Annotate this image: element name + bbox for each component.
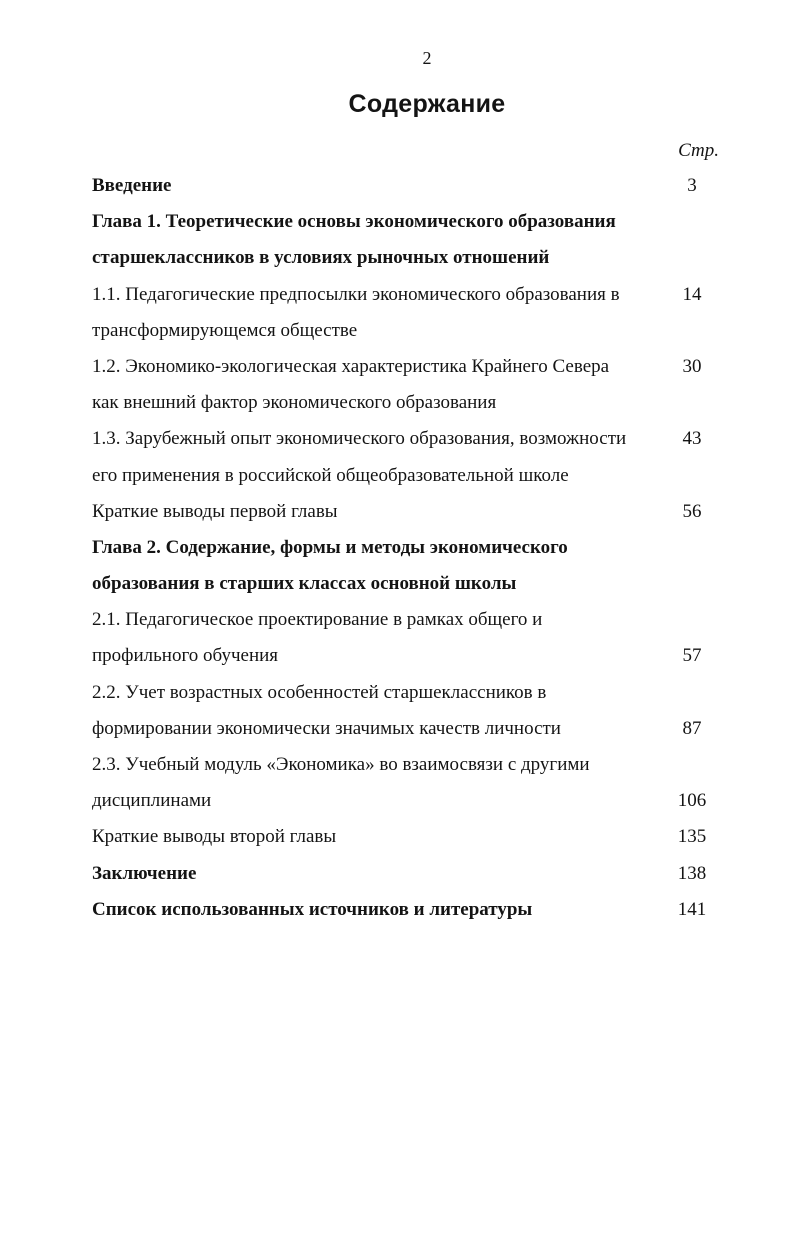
toc-entry-text: Краткие выводы первой главы xyxy=(92,500,338,522)
toc-row xyxy=(92,566,712,602)
toc-entry-text: образования в старших классах основной школы xyxy=(92,573,517,595)
toc-entry-text: Заключение xyxy=(92,862,197,884)
toc-entry-page: 3 xyxy=(687,175,697,196)
toc-row xyxy=(92,349,712,385)
toc-entry-text: Краткие выводы второй главы xyxy=(92,826,337,848)
toc-row xyxy=(92,892,712,928)
toc-entry-text: 1.2. Экономико-экологическая характеристика Крайнего Севера xyxy=(92,355,610,377)
page-title: Содержание xyxy=(348,90,506,118)
toc-row xyxy=(92,711,712,747)
toc-row xyxy=(92,494,712,530)
toc-row xyxy=(92,602,712,638)
toc-row xyxy=(92,856,712,892)
toc-entry-page: 141 xyxy=(677,898,707,920)
toc-entry-page: 30 xyxy=(682,355,702,377)
toc-entry-text: его применения в российской общеобразовательной школе xyxy=(92,464,569,486)
toc-entry-text: профильного обучения xyxy=(92,645,279,667)
toc-entry-text: 1.1. Педагогические предпосылки экономического образования в xyxy=(92,283,620,305)
toc-entry-text: Введение xyxy=(92,175,172,196)
toc-row xyxy=(92,204,712,240)
toc-entry-page: 135 xyxy=(677,826,707,848)
toc-entry-text: Глава 1. Теоретические основы экономического образования xyxy=(92,211,616,233)
toc-entry-page: 138 xyxy=(677,862,707,884)
toc-entry-text: формировании экономически значимых качеств личности xyxy=(92,717,561,739)
toc-row xyxy=(92,530,712,566)
toc-entry-page: 87 xyxy=(682,717,702,739)
toc-entry-page: 56 xyxy=(682,500,702,522)
toc-entry-text: дисциплинами xyxy=(92,790,212,812)
toc-entry-text: Глава 2. Содержание, формы и методы экономического xyxy=(92,536,568,558)
toc-row xyxy=(92,747,712,783)
toc-entry-text: 2.3. Учебный модуль «Экономика» во взаимосвязи с другими xyxy=(92,754,590,775)
toc-row xyxy=(92,313,712,349)
toc-row xyxy=(92,783,712,819)
toc-row xyxy=(92,421,712,457)
toc-row xyxy=(92,819,712,855)
toc-row xyxy=(92,675,712,711)
toc-entry-text: Список использованных источников и литературы xyxy=(92,898,533,920)
toc-row xyxy=(92,458,712,494)
toc-entry-text: 2.2. Учет возрастных особенностей старшеклассников в xyxy=(92,681,547,703)
toc-row xyxy=(92,277,712,313)
toc-entry-page: 106 xyxy=(677,790,707,812)
toc-entry-text: 2.1. Педагогическое проектирование в рамках общего и xyxy=(92,609,543,631)
toc-entry-page: 14 xyxy=(682,283,702,305)
toc-entry-page: 57 xyxy=(682,645,702,667)
toc-entry-text: как внешний фактор экономического образования xyxy=(92,392,497,414)
table-of-contents xyxy=(92,168,712,928)
toc-entry-text: трансформирующемся обществе xyxy=(92,319,358,341)
toc-row xyxy=(92,638,712,674)
toc-entry-page: 43 xyxy=(682,428,702,450)
page-column-label: Стр. xyxy=(678,140,719,161)
toc-entry-text: старшеклассников в условиях рыночных отношений xyxy=(92,247,550,269)
toc-row xyxy=(92,385,712,421)
page-number: 2 xyxy=(422,48,432,68)
toc-row xyxy=(92,240,712,276)
toc-row xyxy=(92,168,712,204)
toc-entry-text: 1.3. Зарубежный опыт экономического образования, возможности xyxy=(92,428,627,450)
